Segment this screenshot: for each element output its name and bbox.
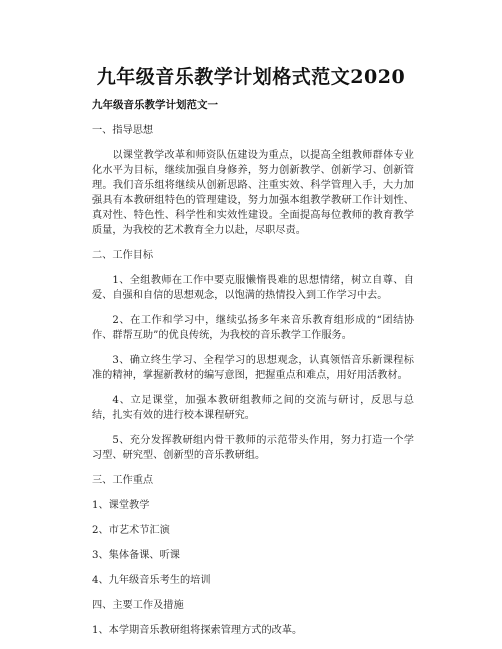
section-heading-guiding-ideology: 一、指导思想 (92, 125, 154, 136)
section-heading-main-measures: 四、主要工作及措施 (92, 600, 184, 611)
focus-item: 1、课堂教学 (92, 500, 150, 511)
section-heading-work-focus: 三、工作重点 (92, 475, 154, 486)
goal-item: 4、立足课堂，加强本教研组教师之间的交流与研讨，反思与总结，扎实有效的进行校本课程研究。 (92, 395, 414, 421)
goal-item: 5、充分发挥教研组内骨干教师的示范带头作用，努力打造一个学习型、研究型、创新型的音乐教研组。 (92, 435, 414, 461)
focus-item: 2、市艺术节汇演 (92, 525, 170, 536)
focus-item: 4、九年级音乐考生的培训 (92, 575, 211, 586)
document-title: 九年级音乐教学计划格式范文2020 (96, 66, 406, 88)
measure-item: 1、本学期音乐教研组将探索管理方式的改革。 (92, 625, 303, 636)
paragraph-guiding-ideology: 以课堂教学改革和师资队伍建设为重点，以提高全组教师群体专业化水平为目标，继续加强自身修养，努力创新教学、创新学习、创新管理。我们音乐组将继续从创新思路、注重实效、科学管理入手，大力加强具有本教研组特色的管理建设，努力加强本组教学教研工作计划性、真对性、特色性、科学性和实效性建设。全面提高每位教师的教育教学质量，为我校的艺术教育全力以赴，尽职尽责。 (92, 150, 414, 236)
document-body (92, 98, 414, 648)
document-subtitle: 九年级音乐教学计划范文一 (92, 99, 218, 111)
goal-item: 3、确立终生学习、全程学习的思想观念，认真领悟音乐新课程标准的精神，掌握新教材的编写意图，把握重点和难点，用好用活教材。 (92, 355, 414, 381)
goal-item: 1、全组教师在工作中要克服懒惰畏难的思想情绪，树立自尊、自爱、自强和自信的思想观念，以饱满的热情投入到工作学习中去。 (92, 275, 414, 301)
goal-item: 2、在工作和学习中，继续弘扬多年来音乐教育组形成的“团结协作、群帮互助”的优良传统，为我校的音乐教学工作服务。 (92, 315, 414, 341)
section-heading-work-goals: 二、工作目标 (92, 250, 154, 261)
focus-item: 3、集体备课、听课 (92, 550, 180, 561)
